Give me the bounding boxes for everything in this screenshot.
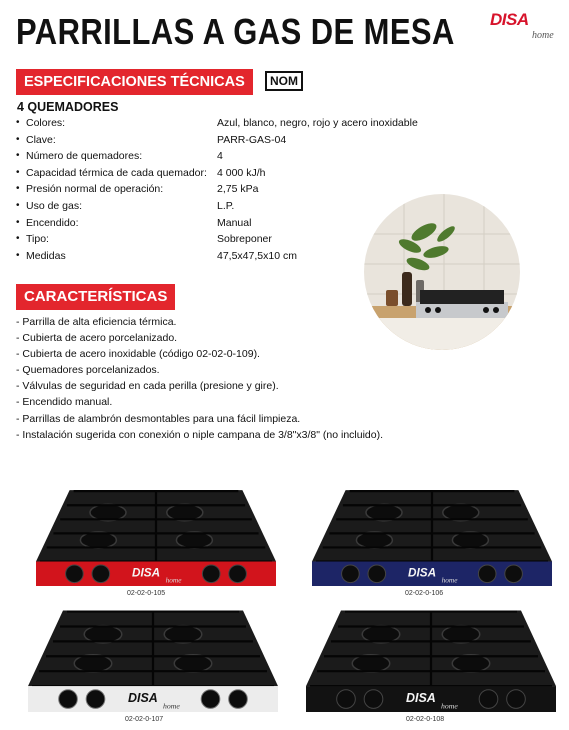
product-code: 02-02-0-108	[406, 716, 445, 723]
spec-row	[16, 134, 436, 151]
spec-row	[16, 183, 436, 200]
bullet: •	[16, 117, 20, 128]
bullet: •	[16, 183, 20, 195]
spec-label: Clave:	[26, 133, 56, 146]
spec-label: Colores:	[26, 117, 66, 129]
svg-text:DISA: DISA	[132, 566, 161, 580]
spec-label: Encendido:	[26, 216, 79, 229]
spec-value: Azul, blanco, negro, rojo y acero inoxidable	[217, 117, 418, 129]
bullet: •	[16, 199, 20, 211]
stove-red-image	[36, 484, 276, 586]
list-item: - Válvulas de seguridad en cada perilla (presione y gire).	[16, 380, 279, 393]
stove-black-image	[306, 604, 556, 712]
product-code: 02-02-0-107	[125, 716, 164, 723]
list-item: - Quemadores porcelanizados.	[16, 364, 160, 377]
bullet: •	[16, 249, 20, 261]
spec-value: 47,5x47,5x10 cm	[217, 249, 297, 262]
spec-row	[16, 150, 436, 167]
nom-badge: NOM	[265, 71, 303, 91]
spec-value: 4	[217, 150, 223, 163]
spec-label: Medidas	[26, 249, 66, 262]
svg-text:home: home	[163, 701, 180, 711]
logo-brand: DISA	[490, 10, 529, 29]
spec-value: L.P.	[217, 199, 235, 212]
spec-label: Capacidad térmica de cada quemador:	[26, 166, 207, 179]
list-item: - Cubierta de acero inoxidable (código 02-02-0-109).	[16, 348, 260, 361]
features-heading: CARACTERÍSTICAS	[16, 284, 175, 310]
spec-label: Uso de gas:	[26, 199, 83, 212]
list-item: - Parrillas de alambrón desmontables para una fácil limpieza.	[16, 412, 301, 425]
spec-label: Presión normal de operación:	[26, 183, 164, 196]
bullet: •	[16, 216, 20, 228]
svg-text:home: home	[441, 575, 458, 585]
list-item: - Encendido manual.	[16, 396, 113, 409]
list-item: - Instalación sugerida con conexión o niple campana de 3/8"x3/8" (no incluido).	[16, 428, 384, 441]
spec-value: PARR-GAS-04	[217, 133, 287, 146]
spec-label: Tipo:	[26, 233, 49, 246]
specs-subheading: 4 QUEMADORES	[17, 100, 119, 114]
svg-text:home: home	[165, 575, 182, 585]
bullet: •	[16, 150, 20, 162]
feature-list	[16, 314, 396, 443]
spec-label: Número de quemadores:	[26, 150, 143, 163]
list-item: - Cubierta de acero porcelanizado.	[16, 332, 178, 345]
brand-logo	[486, 10, 560, 46]
svg-text:DISA: DISA	[128, 691, 158, 706]
product-code: 02-02-0-106	[405, 590, 444, 597]
spec-row	[16, 217, 436, 234]
spec-row	[16, 117, 436, 134]
spec-row	[16, 167, 436, 184]
spec-value: Sobreponer	[217, 233, 272, 246]
spec-value: Manual	[217, 216, 252, 229]
spec-value: 4 000 kJ/h	[217, 166, 266, 179]
product-code: 02-02-0-105	[127, 590, 166, 597]
svg-text:DISA: DISA	[408, 566, 437, 580]
stove-blue-image	[312, 484, 552, 586]
list-item: - Parrilla de alta eficiencia térmica.	[16, 316, 177, 328]
svg-text:DISA: DISA	[406, 691, 436, 706]
bullet: •	[16, 166, 20, 178]
stove-white-image	[28, 604, 278, 712]
page-title: PARRILLAS A GAS DE MESA	[16, 11, 455, 52]
specs-heading: ESPECIFICACIONES TÉCNICAS	[16, 69, 253, 95]
svg-text:home: home	[441, 701, 458, 711]
logo-sub: home	[532, 30, 554, 41]
spec-value: 2,75 kPa	[217, 183, 259, 196]
bullet: •	[16, 233, 20, 245]
bullet: •	[16, 133, 20, 145]
spec-row	[16, 200, 436, 217]
